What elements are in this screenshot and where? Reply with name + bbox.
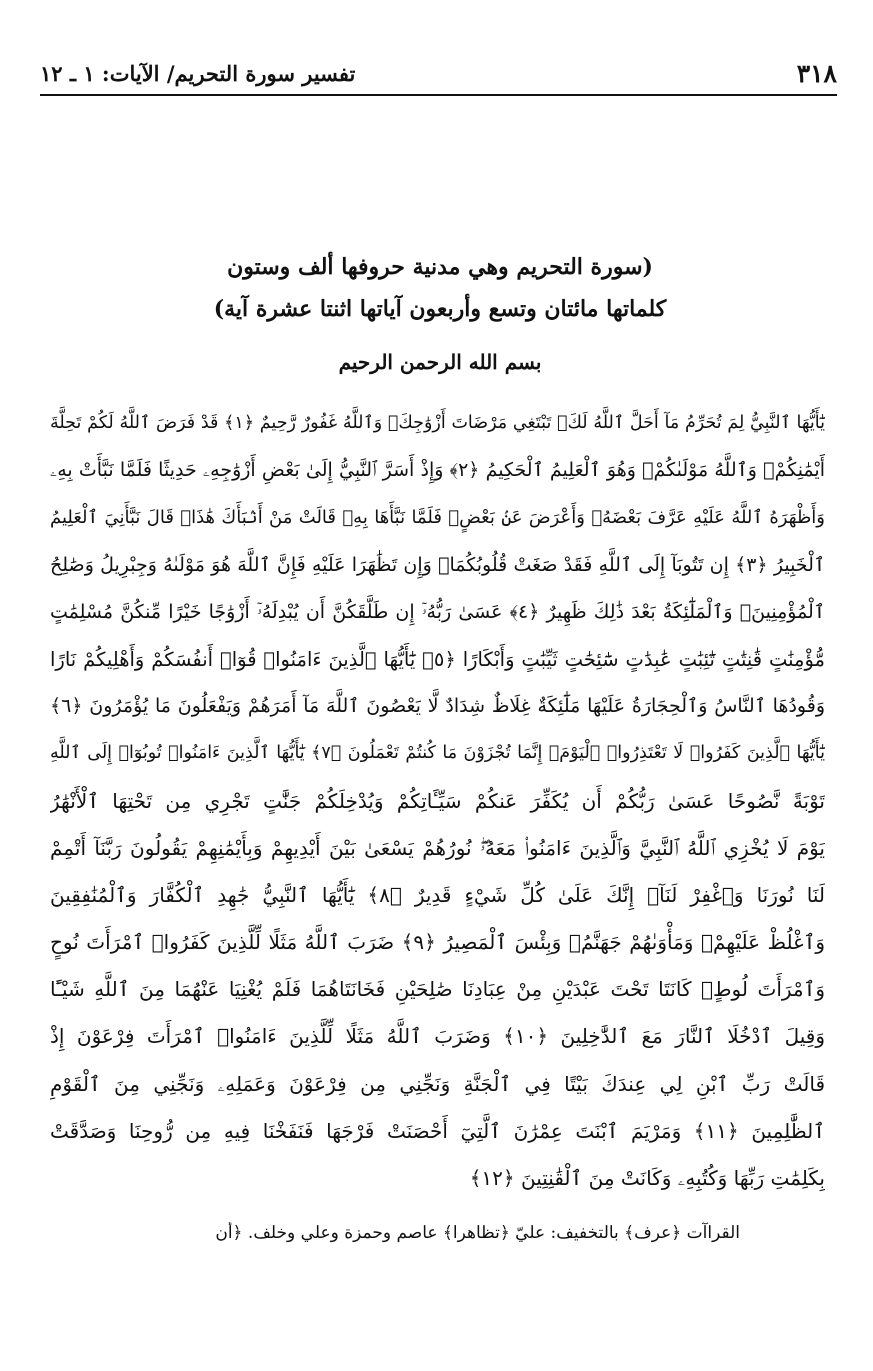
surah-intro-line: كلماتها مائتان وتسع وأربعون آياتها اثنتا عشرة آية) [213, 296, 667, 322]
verse-line: مُّؤْمِنَٰتٍ قَٰنِتَٰتٍ تَٰٓئِبَٰتٍ عَٰبِدَٰتٍ سَٰٓئِحَٰتٍ ثَيِّبَٰتٍ وَأَبْكَارًا ﴿٥﴾ يَٰٓأَيُّهَا ٱلَّذِينَ ءَامَنُوا۟ قُوٓا۟ أَنفُسَكُمْ وَأَهْلِيكُمْ نَارًا [50, 647, 825, 671]
running-title: تفسير سورة التحريم/ الآيات: ١ ـ ١٢ [40, 60, 356, 86]
verse-line: أَيْمَٰنِكُمْۚ وَٱللَّهُ مَوْلَىٰكُمْۖ وَهُوَ ٱلْعَلِيمُ ٱلْحَكِيمُ ﴿٢﴾ وَإِذْ أَسَرَّ ٱلنَّبِيُّ إِلَىٰ بَعْضِ أَزْوَٰجِهِۦ حَدِيثًا فَلَمَّا نَبَّأَتْ بِهِۦ [50, 459, 825, 482]
verse-line: قَالَتْ رَبِّ ٱبْنِ لِي عِندَكَ بَيْتًا فِي ٱلْجَنَّةِ وَنَجِّنِي مِن فِرْعَوْنَ وَعَمَلِهِۦ وَنَجِّنِي مِنَ ٱلْقَوْمِ [50, 1071, 825, 1096]
verse-line: وَقُودُهَا ٱلنَّاسُ وَٱلْحِجَارَةُ عَلَيْهَا مَلَٰٓئِكَةٌ غِلَاظٌ شِدَادٌ لَّا يَعْصُونَ ٱللَّهَ مَآ أَمَرَهُمْ وَيَفْعَلُونَ مَا يُؤْمَرُونَ ﴿٦﴾ [50, 695, 825, 718]
verse-line: ٱلْخَبِيرُ ﴿٣﴾ إِن تَتُوبَآ إِلَى ٱللَّهِ فَقَدْ صَغَتْ قُلُوبُكُمَاۖ وَإِن تَظَٰهَرَا عَلَيْهِ فَإِنَّ ٱللَّهَ هُوَ مَوْلَىٰهُ وَجِبْرِيلُ وَصَٰلِحُ [50, 553, 825, 576]
verse-line: وَٱمْرَأَتَ لُوطٍۖ كَانَتَا تَحْتَ عَبْدَيْنِ مِنْ عِبَادِنَا صَٰلِحَيْنِ فَخَانَتَاهُمَا فَلَمْ يُغْنِيَا عَنْهُمَا مِنَ ٱللَّهِ شَيْـًٔا [50, 977, 825, 1002]
verse-line: وَقِيلَ ٱدْخُلَا ٱلنَّارَ مَعَ ٱلدَّٰخِلِينَ ﴿١٠﴾ وَضَرَبَ ٱللَّهُ مَثَلًا لِّلَّذِينَ ءَامَنُوا۟ ٱمْرَأَتَ فِرْعَوْنَ إِذْ [50, 1024, 825, 1049]
verse-line: يَٰٓأَيُّهَا ٱلَّذِينَ كَفَرُوا۟ لَا تَعْتَذِرُوا۟ ٱلْيَوْمَۖ إِنَّمَا تُجْزَوْنَ مَا كُنتُمْ تَعْمَلُونَ ﴿٧﴾ يَٰٓأَيُّهَا ٱلَّذِينَ ءَامَنُوا۟ تُوبُوٓا۟ إِلَى ٱللَّهِ [50, 743, 825, 764]
surah-intro [60, 246, 820, 330]
verse-line: لَنَا نُورَنَا وَٱغْفِرْ لَنَآۖ إِنَّكَ عَلَىٰ كُلِّ شَيْءٍ قَدِيرٌ ﴿٨﴾ يَٰٓأَيُّهَا ٱلنَّبِيُّ جَٰهِدِ ٱلْكُفَّارَ وَٱلْمُنَٰفِقِينَ [50, 882, 825, 907]
verse-line: تَوْبَةً نَّصُوحًا عَسَىٰ رَبُّكُمْ أَن يُكَفِّرَ عَنكُمْ سَيِّـَٔاتِكُمْ وَيُدْخِلَكُمْ جَنَّٰتٍ تَجْرِي مِن تَحْتِهَا ٱلْأَنْهَٰرُ [50, 788, 825, 813]
footnote: القراآت ﴿عرف﴾ بالتخفيف: عليّ ﴿تظاهرا﴾ عاصم وحمزة وعلي وخلف. ﴿أن [215, 1223, 740, 1243]
verse-line: يَٰٓأَيُّهَا ٱلنَّبِيُّ لِمَ تُحَرِّمُ مَآ أَحَلَّ ٱللَّهُ لَكَۖ تَبْتَغِي مَرْضَاتَ أَزْوَٰجِكَۚ وَٱللَّهُ غَفُورٌ رَّحِيمٌ ﴿١﴾ قَدْ فَرَضَ ٱللَّهُ لَكُمْ تَحِلَّةَ [50, 413, 825, 433]
quran-text [50, 400, 825, 1202]
verse-line: بِكَلِمَٰتِ رَبِّهَا وَكُتُبِهِۦ وَكَانَتْ مِنَ ٱلْقَٰنِتِينَ ﴿١٢﴾ [469, 1166, 825, 1190]
verse-line: يَوْمَ لَا يُخْزِي ٱللَّهُ ٱلنَّبِيَّ وَٱلَّذِينَ ءَامَنُوا۟ مَعَهُۥۖ نُورُهُمْ يَسْعَىٰ بَيْنَ أَيْدِيهِمْ وَبِأَيْمَٰنِهِمْ يَقُولُونَ رَبَّنَآ أَتْمِمْ [50, 835, 825, 860]
surah-intro-line: (سورة التحريم وهي مدنية حروفها ألف وستون [227, 254, 653, 280]
page-header [40, 52, 837, 96]
verse-line: وَٱغْلُظْ عَلَيْهِمْۚ وَمَأْوَىٰهُمْ جَهَنَّمُۖ وَبِئْسَ ٱلْمَصِيرُ ﴿٩﴾ ضَرَبَ ٱللَّهُ مَثَلًا لِّلَّذِينَ كَفَرُوا۟ ٱمْرَأَتَ نُوحٍ [50, 930, 825, 955]
basmala: بسم الله الرحمن الرحيم [338, 350, 542, 374]
verse-line: ٱلْمُؤْمِنِينَۖ وَٱلْمَلَٰٓئِكَةُ بَعْدَ ذَٰلِكَ ظَهِيرٌ ﴿٤﴾ عَسَىٰ رَبُّهُۥٓ إِن طَلَّقَكُنَّ أَن يُبْدِلَهُۥٓ أَزْوَٰجًا خَيْرًا مِّنكُنَّ مُسْلِمَٰتٍ [50, 600, 825, 623]
page-number: ٣١٨ [796, 58, 837, 88]
verse-line: وَأَظْهَرَهُ ٱللَّهُ عَلَيْهِ عَرَّفَ بَعْضَهُۥ وَأَعْرَضَ عَنۢ بَعْضٍۖ فَلَمَّا نَبَّأَهَا بِهِۦ قَالَتْ مَنْ أَنۢبَأَكَ هَٰذَاۖ قَالَ نَبَّأَنِيَ ٱلْعَلِيمُ [50, 507, 825, 529]
verse-line: ٱلظَّٰلِمِينَ ﴿١١﴾ وَمَرْيَمَ ٱبْنَتَ عِمْرَٰنَ ٱلَّتِيٓ أَحْصَنَتْ فَرْجَهَا فَنَفَخْنَا فِيهِ مِن رُّوحِنَا وَصَدَّقَتْ [50, 1118, 825, 1143]
